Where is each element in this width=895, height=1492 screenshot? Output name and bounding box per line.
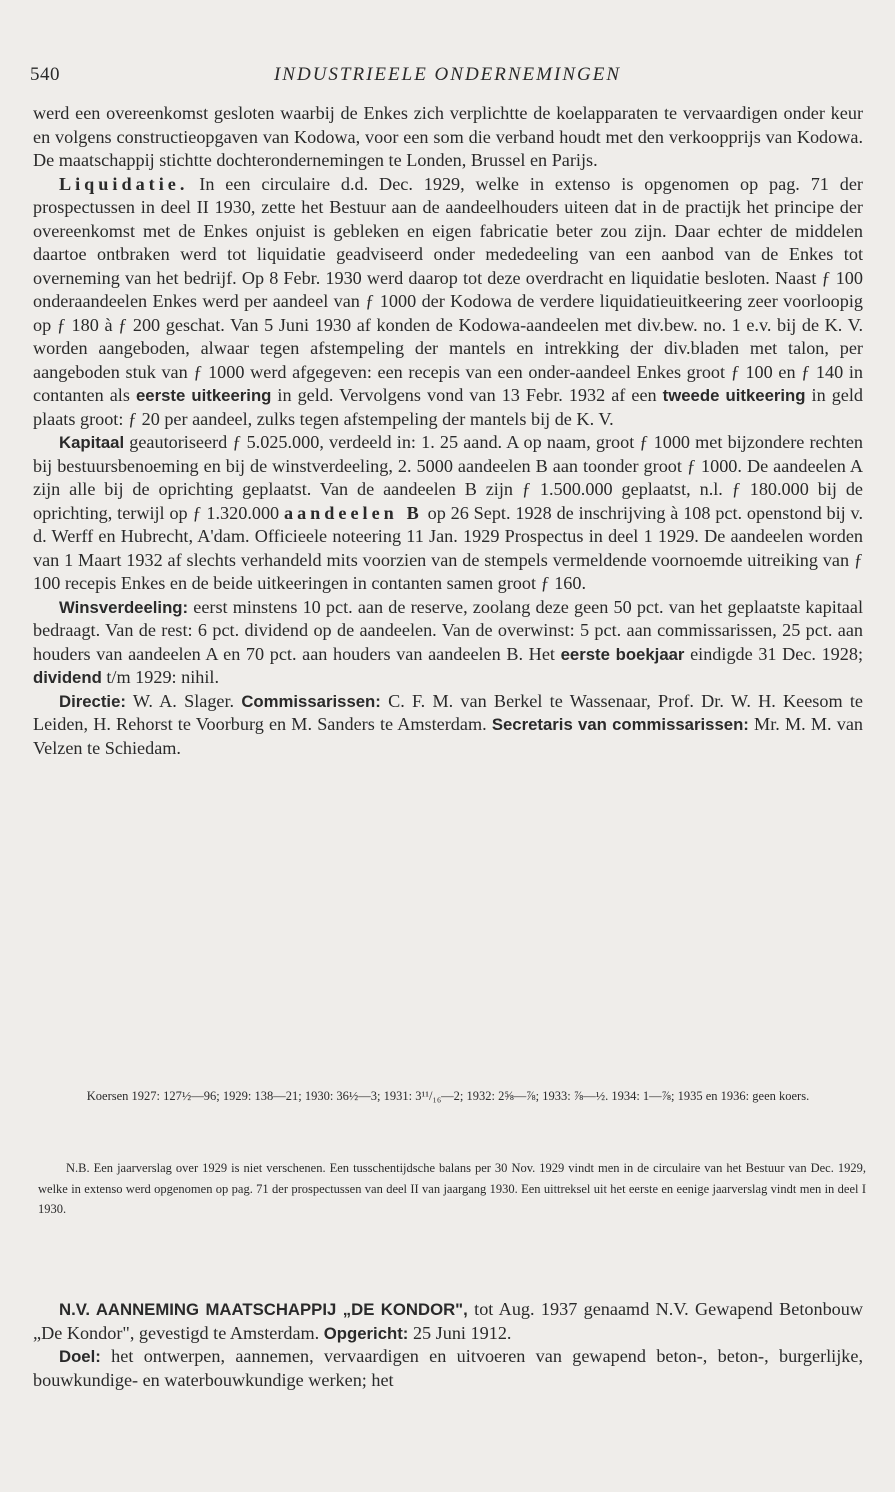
text-span: Mr. M. M. van Velzen te Schiedam.	[33, 714, 864, 758]
running-head: INDUSTRIEELE ONDERNEMINGEN	[273, 64, 621, 85]
paragraph-liquidatie	[33, 173, 863, 432]
page-header	[30, 60, 865, 90]
spaced-term: aandeelen B	[283, 502, 423, 523]
text-span: werd een overeenkomst gesloten waarbij de Enkes zich verplichtte de koelapparaten te vervaardigen onder keur en volgens constructieopgaven van Kodowa, voor een som die verband houdt met den verkoopprijs van Kodowa. De maatschappij stichtte dochterondernemingen te Londen, Brussel en Parijs.	[33, 103, 863, 170]
text-span: C. F. M. van Berkel te Wassenaar, Prof. Dr. W. H. Keesom te Leiden, H. Rehorst te Voorburg en M. Sanders te Amsterdam.	[33, 690, 863, 734]
text-span: op 26 Sept. 1928 de inschrijving à 108 pct. openstond bij v. d. Werff en Hubrecht, A'dam. Officieele noteering 11 Jan. 1929 Prospectus in deel 1 1929. De aandeelen worden van 1 Maart 1932 af slechts verhandeld mits voorzien van de stempels vermeldende voornoemde uitreiking van ƒ 100 recepis Enkes en de beide uitkeeringen in contanten samen groot ƒ 160.	[33, 502, 864, 593]
paragraph-kapitaal	[33, 431, 863, 596]
paragraph-directie	[33, 690, 863, 761]
text-span: in geld plaats groot: ƒ 20 per aandeel, zulks tegen afstempeling der mantels bij de K. V.	[33, 385, 864, 429]
text-span: het ontwerpen, aannemen, vervaardigen en uitvoeren van gewapend beton-, beton-, burgerlijke, bouwkundige- en waterbouwkundige werken; het	[33, 1346, 863, 1390]
bold-term: eerste uitkeering	[135, 386, 272, 405]
paragraph-intro	[33, 102, 863, 173]
paragraph-winsverdeeling	[33, 596, 863, 690]
text-span: 25 Juni 1912.	[408, 1322, 512, 1343]
text-span: t/m 1929: nihil.	[101, 667, 220, 687]
company-name: N.V. AANNEMING MAATSCHAPPIJ „DE KONDOR",	[59, 1300, 468, 1319]
text-span: W. A. Slager.	[125, 690, 242, 711]
bold-term: dividend	[33, 668, 102, 687]
text-span: tot Aug. 1937 genaamd N.V. Gewapend Betonbouw „De Kondor", gevestigd te Amsterdam.	[33, 1299, 863, 1343]
company-entry-kodowa	[33, 102, 863, 760]
nb-note: N.B. Een jaarverslag over 1929 is niet verschenen. Een tusschentijdsche balans per 30 Nov. 1929 vindt men in de circulaire van het Bestuur van Dec. 1929, welke in extenso werd opgenomen op pag. 71 der prospectussen van deel II van jaargang 1930. Een uittreksel uit het eerste en eenige jaarverslag vindt men in deel I 1930.	[38, 1161, 866, 1216]
section-label-opgericht: Opgericht:	[323, 1323, 409, 1343]
text-span: geautoriseerd ƒ 5.025.000, verdeeld in: 1. 25 aand. A op naam, groot ƒ 1000 met bijzondere rechten bij bestuursbenoeming en bij de winstverdeeling, 2. 5000 aandeelen B aan toonder groot ƒ 1000. De aandeelen A zijn alle bij de oprichting geplaatst. Van de aandeelen B zijn ƒ 1.500.000 geplaatst, n.l. ƒ 180.000 bij de oprichting, terwijl op ƒ 1.320.000	[33, 432, 863, 523]
text-span: eindigde 31 Dec. 1928;	[684, 643, 864, 664]
text-span: eerst minstens 10 pct. aan de reserve, zoolang deze geen 50 pct. van het geplaatste kapitaal bedraagt. Van de rest: 6 pct. dividend op de aandeelen. Van de overwinst: 5 pct. aan commissarissen, 25 pct. aan houders van aandeelen A en 70 pct. aan houders van aandeelen B. Het	[33, 596, 863, 664]
bold-term: tweede uitkeering	[662, 386, 806, 405]
koersen-note: Koersen 1927: 127½—96; 1929: 138—21; 1930: 36½—3; 1931: 3¹¹/₁₆—2; 1932: 2⅝—⅞; 1933: ⅞—½. 1934: 1—⅞; 1935 en 1936: geen koers.	[86, 1089, 810, 1103]
section-label-liquidatie: Liquidatie.	[59, 173, 189, 194]
company-entry-kondor	[33, 1298, 863, 1392]
page-number: 540	[30, 64, 60, 85]
section-label-directie: Directie:	[59, 691, 126, 711]
paragraph-kondor-name	[33, 1298, 863, 1345]
section-label-commissarissen: Commissarissen:	[241, 691, 381, 711]
section-label-doel: Doel:	[59, 1347, 101, 1366]
text-span: In een circulaire d.d. Dec. 1929, welke in extenso is opgenomen op pag. 71 der prospectussen in deel II 1930, zette het Bestuur aan de aandeelhouders uiteen dat in de practijk het principe der overeenkomst met de Enkes onjuist is gebleken en eigen fabricatie beter zou zijn. Daar echter de middelen daartoe ontbraken werd tot liquidatie geadviseerd onder mededeeling van een aanbod van de Enkes tot overneming van het bedrijf. Op 8 Febr. 1930 werd daarop tot deze overdracht en liquidatie besloten. Naast ƒ 100 onderaandeelen Enkes werd per aandeel van ƒ 1000 der Kodowa de verdere liquidatieuitkeering zeer voorloopig op ƒ 180 à ƒ 200 geschat. Van 5 Juni 1930 af konden de Kodowa-aandeelen met div.bew. no. 1 e.v. bij de K. V. worden aangeboden, alwaar tegen afstempeling der mantels en intrekking der div.bladen met talon, per aangeboden stuk van ƒ 1000 werd afgegeven: een recepis van een onder-aandeel Enkes groot ƒ 100 en ƒ 140 in contanten als	[33, 173, 863, 405]
section-label-secretaris: Secretaris van commissarissen:	[491, 715, 749, 734]
paragraph-doel	[33, 1345, 863, 1392]
section-label-kapitaal: Kapitaal	[59, 433, 125, 452]
section-label-winsverdeeling: Winsverdeeling:	[59, 597, 189, 617]
bold-term: eerste boekjaar	[560, 644, 685, 664]
text-span: in geld. Vervolgens vond van 13 Febr. 1932 af een	[271, 385, 663, 405]
